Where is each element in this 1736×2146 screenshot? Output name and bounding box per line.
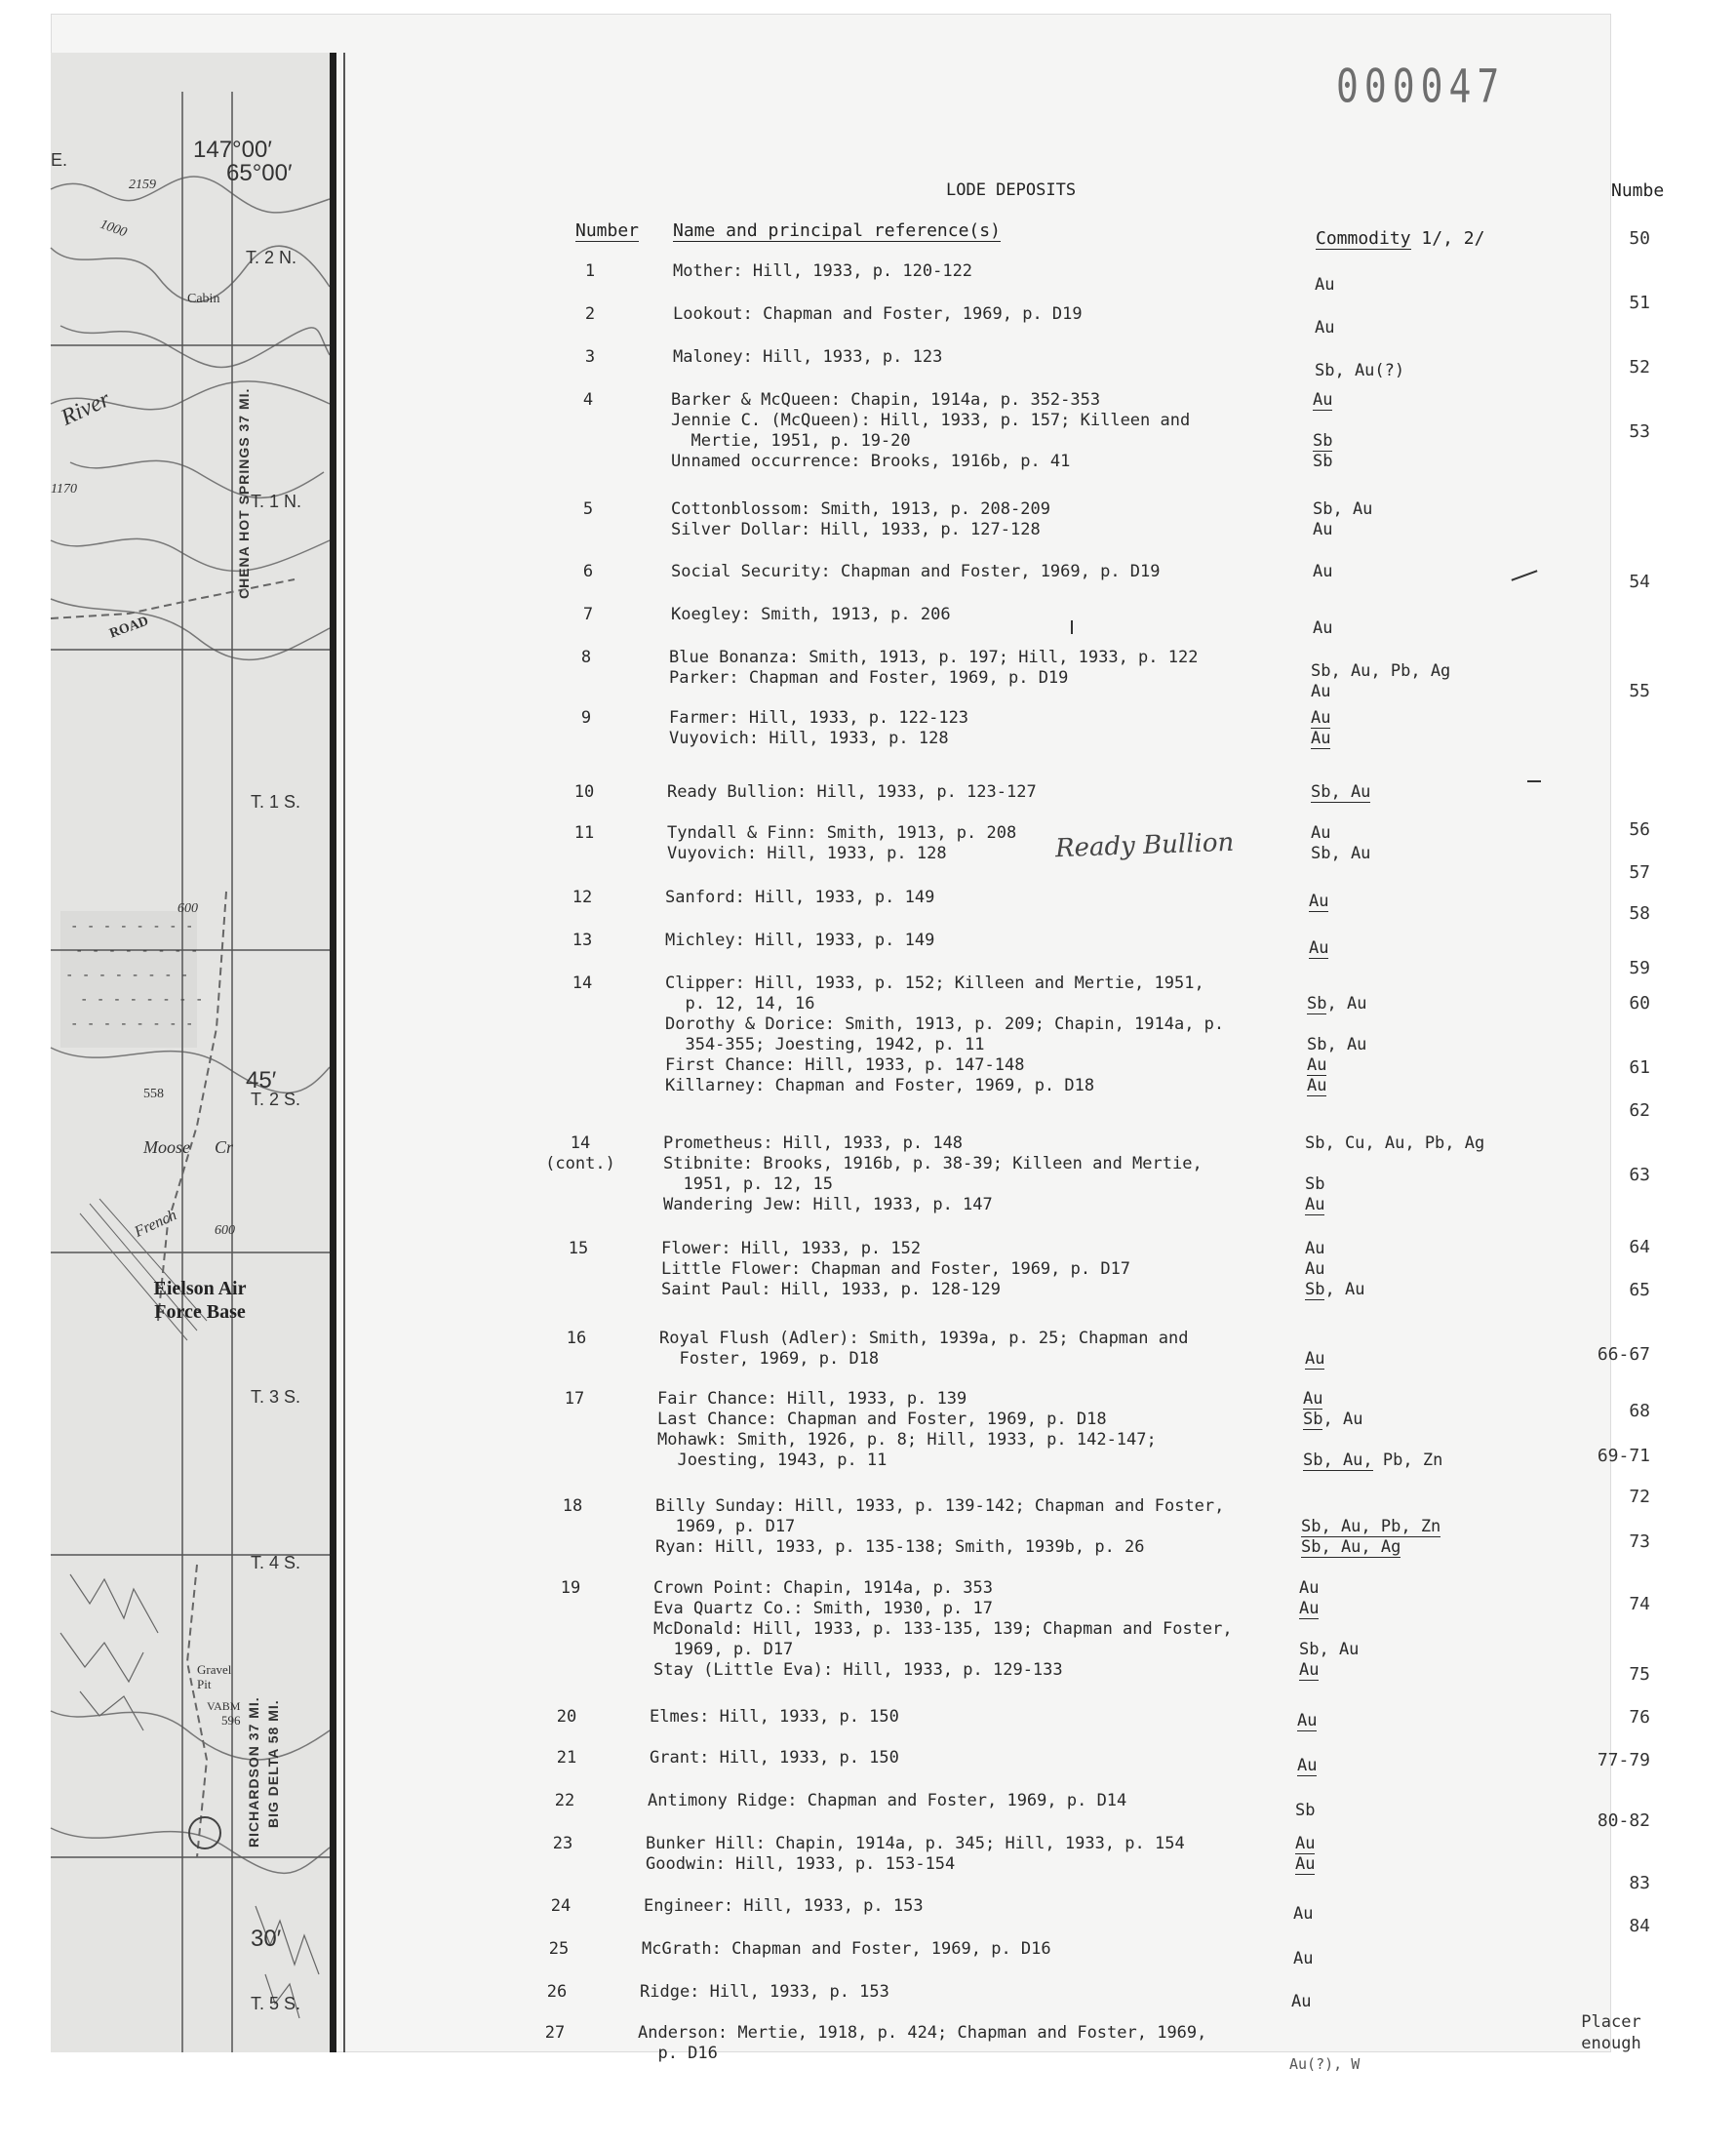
deposit-number: 1 [584,261,596,281]
commodity-value: Au [1297,1756,1318,1775]
map-longitude: 147°00′ [193,137,272,163]
deposit-number: 3 [584,347,596,367]
right-number: 54 [1629,572,1650,592]
map-circle [189,1817,220,1848]
commodity-value: Au [1311,729,1331,748]
right-number: 84 [1629,1916,1650,1936]
deposit-reference: Royal Flush (Adler): Smith, 1939a, p. 25; Chapman and [659,1329,1189,1348]
deposit-reference: Bunker Hill: Chapin, 1914a, p. 345; Hill, 1933, p. 154 [646,1834,1185,1853]
deposit-number: 11 [573,823,595,843]
commodity-value: Sb, Au [1305,1280,1365,1299]
deposit-number: 21 [556,1748,577,1768]
right-number: 51 [1629,293,1650,313]
deposit-reference: Vuyovich: Hill, 1933, p. 128 [667,844,947,863]
deposit-reference: Billy Sunday: Hill, 1933, p. 139-142; Chapman and Foster, [655,1496,1225,1516]
right-number: 72 [1629,1487,1650,1507]
commodity-value: Au [1295,1834,1316,1853]
right-number: 56 [1629,819,1650,840]
page-title: LODE DEPOSITS [946,180,1077,200]
commodity-value: Au [1303,1389,1323,1409]
deposit-reference: Michley: Hill, 1933, p. 149 [665,931,935,950]
deposit-reference: Tyndall & Finn: Smith, 1913, p. 208 [667,823,1017,843]
map-elevation: 600 [178,901,198,916]
deposit-reference: p. D16 [638,2044,718,2063]
township-label: T. 1 S. [251,792,301,812]
deposit-reference: Stibnite: Brooks, 1916b, p. 38-39; Killeen and Mertie, [663,1154,1203,1173]
commodity-value: Sb [1313,452,1333,471]
deposit-reference: Crown Point: Chapin, 1914a, p. 353 [653,1578,993,1598]
commodity-value: Sb, Au [1313,499,1373,519]
map-linework [51,53,330,2052]
map-gravel-label: Gravel Pit [197,1662,232,1691]
deposit-reference: Ready Bullion: Hill, 1933, p. 123-127 [667,782,1037,802]
deposit-number-cont: (cont.) [545,1154,615,1173]
column-header-name: Name and principal reference(s) [673,220,1001,241]
deposit-reference: p. 12, 14, 16 [665,994,815,1013]
svg-text:- - - - - - - -: - - - - - - - - [65,968,189,983]
deposit-reference: 1969, p. D17 [655,1517,796,1536]
commodity-value: Au [1309,892,1329,911]
deposit-number: 14 [570,1133,591,1153]
deposit-reference: Flower: Hill, 1933, p. 152 [661,1239,922,1258]
commodity-value: Sb [1313,431,1333,451]
deposit-reference: Koegley: Smith, 1913, p. 206 [671,605,951,624]
deposit-reference: Fair Chance: Hill, 1933, p. 139 [657,1389,967,1409]
commodity-value: Au [1313,390,1333,410]
map-frame-line [343,53,345,2052]
deposit-reference: Clipper: Hill, 1933, p. 152; Killeen and Mertie, 1951, [665,974,1204,993]
deposit-number: 18 [562,1496,583,1516]
deposit-number: 27 [544,2023,566,2043]
commodity-value: Sb, Au [1307,994,1367,1013]
deposit-reference: Sanford: Hill, 1933, p. 149 [665,888,935,907]
deposit-number: 6 [582,562,594,581]
deposit-reference: Mohawk: Smith, 1926, p. 8; Hill, 1933, p. 142-147; [657,1430,1157,1450]
right-number: 80-82 [1597,1810,1650,1831]
deposit-reference: Eva Quartz Co.: Smith, 1930, p. 17 [653,1599,993,1618]
right-number: 68 [1629,1401,1650,1421]
cutoff-commodity: Au(?), W [1289,2055,1361,2073]
map-base-label: Eielson Air Force Base [153,1278,247,1323]
deposit-number: 25 [548,1939,570,1959]
commodity-value: Sb, Au [1303,1410,1363,1429]
map-french-label: French [132,1207,179,1241]
right-number: 83 [1629,1873,1650,1893]
stray-mark [1512,570,1538,580]
road-label-richardson: RICHARDSON 37 MI. [246,1696,261,1848]
road-label-big-delta: BIG DELTA 58 MI. [265,1699,281,1828]
deposit-reference: Stay (Little Eva): Hill, 1933, p. 129-133 [653,1660,1063,1680]
township-label: T. 1 N. [251,492,302,511]
deposit-reference: Grant: Hill, 1933, p. 150 [650,1748,899,1768]
deposit-number: 22 [554,1791,575,1810]
deposit-reference: Joesting, 1943, p. 11 [657,1451,888,1470]
deposit-reference: 354-355; Joesting, 1942, p. 11 [665,1035,985,1054]
deposit-reference: Goodwin: Hill, 1933, p. 153-154 [646,1854,956,1874]
commodity-value: Sb, Au(?) [1315,361,1405,380]
commodity-value: Au [1313,618,1333,638]
deposit-reference: Silver Dollar: Hill, 1933, p. 127-128 [671,520,1041,539]
commodity-value: Sb, Au, Pb, Ag [1311,661,1451,681]
deposit-reference: 1969, p. D17 [653,1640,794,1659]
right-number: 53 [1629,421,1650,442]
svg-text:- - - - - - - -: - - - - - - - - [75,943,199,959]
deposit-reference: Social Security: Chapman and Foster, 1969, p. D19 [671,562,1161,581]
placer-note: Placer enough [1581,2012,1641,2053]
page-stamp: 000047 [1336,59,1506,113]
map-latitude-top: 65°00′ [226,160,293,186]
deposit-number: 23 [552,1834,573,1853]
right-number: 62 [1629,1100,1650,1121]
right-number: 69-71 [1597,1446,1650,1466]
deposit-number: 10 [573,782,595,802]
road-label-chena: CHENA HOT SPRINGS 37 MI. [236,387,252,599]
commodity-value: Au [1307,1076,1327,1095]
deposit-reference: Maloney: Hill, 1933, p. 123 [673,347,943,367]
commodity-value: Sb, Au [1299,1640,1360,1659]
commodity-value: Sb, Au, Pb, Zn [1303,1451,1443,1470]
right-number: 57 [1629,862,1650,883]
handwritten-note: Ready Bullion [1054,827,1235,864]
deposit-number: 15 [568,1239,589,1258]
right-number: 63 [1629,1165,1650,1185]
deposit-reference: 1951, p. 12, 15 [663,1174,833,1194]
deposit-reference: Parker: Chapman and Foster, 1969, p. D19 [669,668,1069,688]
right-number: 75 [1629,1664,1650,1685]
map-elevation: 558 [143,1087,164,1101]
deposit-reference: Prometheus: Hill, 1933, p. 148 [663,1133,964,1153]
commodity-value: Au [1299,1599,1320,1618]
commodity-value: Au [1293,1949,1314,1968]
deposit-reference: McGrath: Chapman and Foster, 1969, p. D16 [642,1939,1051,1959]
map-elevation: 596 [221,1713,241,1728]
map-moose-label: Moose [143,1137,190,1157]
deposit-reference: Foster, 1969, p. D18 [659,1349,880,1369]
deposit-reference: McDonald: Hill, 1933, p. 133-135, 139; Chapman and Foster, [653,1619,1233,1639]
deposit-reference: Cottonblossom: Smith, 1913, p. 208-209 [671,499,1050,519]
right-number: 65 [1629,1280,1650,1300]
deposit-number: 4 [582,390,594,410]
commodity-value: Au [1295,1854,1316,1874]
deposit-number: 9 [580,708,592,728]
document-page [51,14,1665,2073]
stray-mark [1071,620,1073,634]
map-frame-line [330,53,336,2052]
right-number: 55 [1629,681,1650,701]
deposit-reference: Lookout: Chapman and Foster, 1969, p. D19 [673,304,1083,324]
map-cabin-label: Cabin [187,292,220,306]
svg-text:- - - - - - - -: - - - - - - - - [80,992,204,1008]
map-elevation: 1170 [51,482,77,497]
deposit-reference: Barker & McQueen: Chapin, 1914a, p. 352-353 [671,390,1101,410]
deposit-number: 20 [556,1707,577,1727]
deposit-number: 8 [580,648,592,667]
right-number: 60 [1629,993,1650,1013]
commodity-value: Au [1313,562,1333,581]
deposit-reference: Little Flower: Chapman and Foster, 1969, p. D17 [661,1259,1131,1279]
map-elevation: 600 [215,1223,235,1238]
deposit-number: 16 [566,1329,587,1348]
commodity-value: Au [1293,1904,1314,1924]
right-number: 76 [1629,1707,1650,1728]
commodity-value: Au [1299,1660,1320,1680]
township-label: T. 5 S. [251,1994,301,2013]
commodity-value: Au [1315,318,1335,338]
deposit-number: 24 [550,1896,572,1916]
deposit-reference: Ryan: Hill, 1933, p. 135-138; Smith, 1939b, p. 26 [655,1537,1145,1557]
commodity-value: Au [1297,1711,1318,1730]
map-river-label: River [57,386,114,431]
deposit-reference: Killarney: Chapman and Foster, 1969, p. D18 [665,1076,1095,1095]
commodity-value: Au [1307,1055,1327,1075]
deposit-number: 17 [564,1389,585,1409]
map-elevation: 2159 [129,178,156,192]
commodity-value: Sb, Au [1311,844,1371,863]
deposit-reference: Anderson: Mertie, 1918, p. 424; Chapman and Foster, 1969, [638,2023,1207,2043]
commodity-value: Sb, Au, Ag [1301,1537,1401,1557]
deposit-number: 7 [582,605,594,624]
commodity-value: Au [1305,1239,1325,1258]
right-number: 73 [1629,1531,1650,1552]
deposit-reference: Farmer: Hill, 1933, p. 122-123 [669,708,969,728]
commodity-value: Au [1291,1992,1312,2011]
map-strip [51,53,330,2052]
map-latitude-low: 30′ [251,1926,282,1952]
commodity-value: Sb [1295,1801,1316,1820]
deposit-reference: Last Chance: Chapman and Foster, 1969, p. D18 [657,1410,1107,1429]
commodity-value: Au [1311,708,1331,728]
commodity-value: Au [1311,682,1331,701]
deposit-reference: Elmes: Hill, 1933, p. 150 [650,1707,899,1727]
commodity-value: Au [1313,520,1333,539]
deposit-reference: Engineer: Hill, 1933, p. 153 [644,1896,924,1916]
right-number: 66-67 [1597,1344,1650,1365]
map-vabm-label: VABM [207,1699,241,1713]
svg-text:- - - - - - - -: - - - - - - - - [70,919,194,934]
commodity-value: Au [1315,275,1335,295]
commodity-value: Au [1305,1195,1325,1214]
deposit-reference: Jennie C. (McQueen): Hill, 1933, p. 157; Killeen and [671,411,1191,430]
right-number: 61 [1629,1057,1650,1078]
township-label: T. 4 S. [251,1553,301,1572]
commodity-value: Sb, Au [1311,782,1371,802]
township-label: T. 2 S. [251,1090,301,1109]
column-header-right-number: Numbe [1611,180,1665,201]
deposit-reference: Antimony Ridge: Chapman and Foster, 1969, p. D14 [648,1791,1127,1810]
deposit-number: 12 [572,888,593,907]
commodity-value: Au [1305,1259,1325,1279]
deposit-reference: Mother: Hill, 1933, p. 120-122 [673,261,973,281]
deposit-number: 14 [572,974,593,993]
commodity-value: Sb, Au [1307,1035,1367,1054]
commodity-value: Au [1299,1578,1320,1598]
map-road-label: ROAD [107,614,151,642]
map-creek-label: Cr [215,1137,234,1157]
commodity-value: Sb, Cu, Au, Pb, Ag [1305,1133,1485,1153]
deposit-number: 26 [546,1982,568,2002]
township-label: T. 3 S. [251,1387,301,1407]
commodity-value: Au [1311,823,1331,843]
deposit-reference: First Chance: Hill, 1933, p. 147-148 [665,1055,1025,1075]
column-header-number: Number [575,220,640,241]
map-edge-letter: E. [51,150,68,170]
commodity-value: Sb, Au, Pb, Zn [1301,1517,1441,1536]
deposit-reference: Saint Paul: Hill, 1933, p. 128-129 [661,1280,1001,1299]
deposit-number: 19 [560,1578,581,1598]
deposit-reference: Dorothy & Dorice: Smith, 1913, p. 209; Chapin, 1914a, p. [665,1014,1225,1034]
stray-mark [1527,780,1541,782]
right-number: 58 [1629,903,1650,924]
township-label: T. 2 N. [246,248,297,267]
right-number: 50 [1629,228,1650,249]
right-number: 59 [1629,958,1650,978]
deposit-number: 13 [572,931,593,950]
right-number: 74 [1629,1594,1650,1614]
deposit-reference: Mertie, 1951, p. 19-20 [671,431,911,451]
deposit-reference: Wandering Jew: Hill, 1933, p. 147 [663,1195,993,1214]
deposit-reference: Ridge: Hill, 1933, p. 153 [640,1982,889,2002]
deposit-reference: Unnamed occurrence: Brooks, 1916b, p. 41 [671,452,1071,471]
deposit-number: 2 [584,304,596,324]
map-latitude-mid: 45′ [246,1067,277,1093]
map-elevation: 1000 [98,217,129,241]
deposit-reference: Vuyovich: Hill, 1933, p. 128 [669,729,949,748]
deposit-number: 5 [582,499,594,519]
right-number: 64 [1629,1237,1650,1257]
commodity-value: Au [1305,1349,1325,1369]
commodity-value: Au [1309,938,1329,958]
right-number: 77-79 [1597,1750,1650,1770]
commodity-value: Sb [1305,1174,1325,1194]
right-number: 52 [1629,357,1650,378]
deposit-reference: Blue Bonanza: Smith, 1913, p. 197; Hill, 1933, p. 122 [669,648,1199,667]
svg-text:- - - - - - - -: - - - - - - - - [70,1016,194,1032]
column-header-commodity: Commodity 1/, 2/ [1316,228,1485,249]
